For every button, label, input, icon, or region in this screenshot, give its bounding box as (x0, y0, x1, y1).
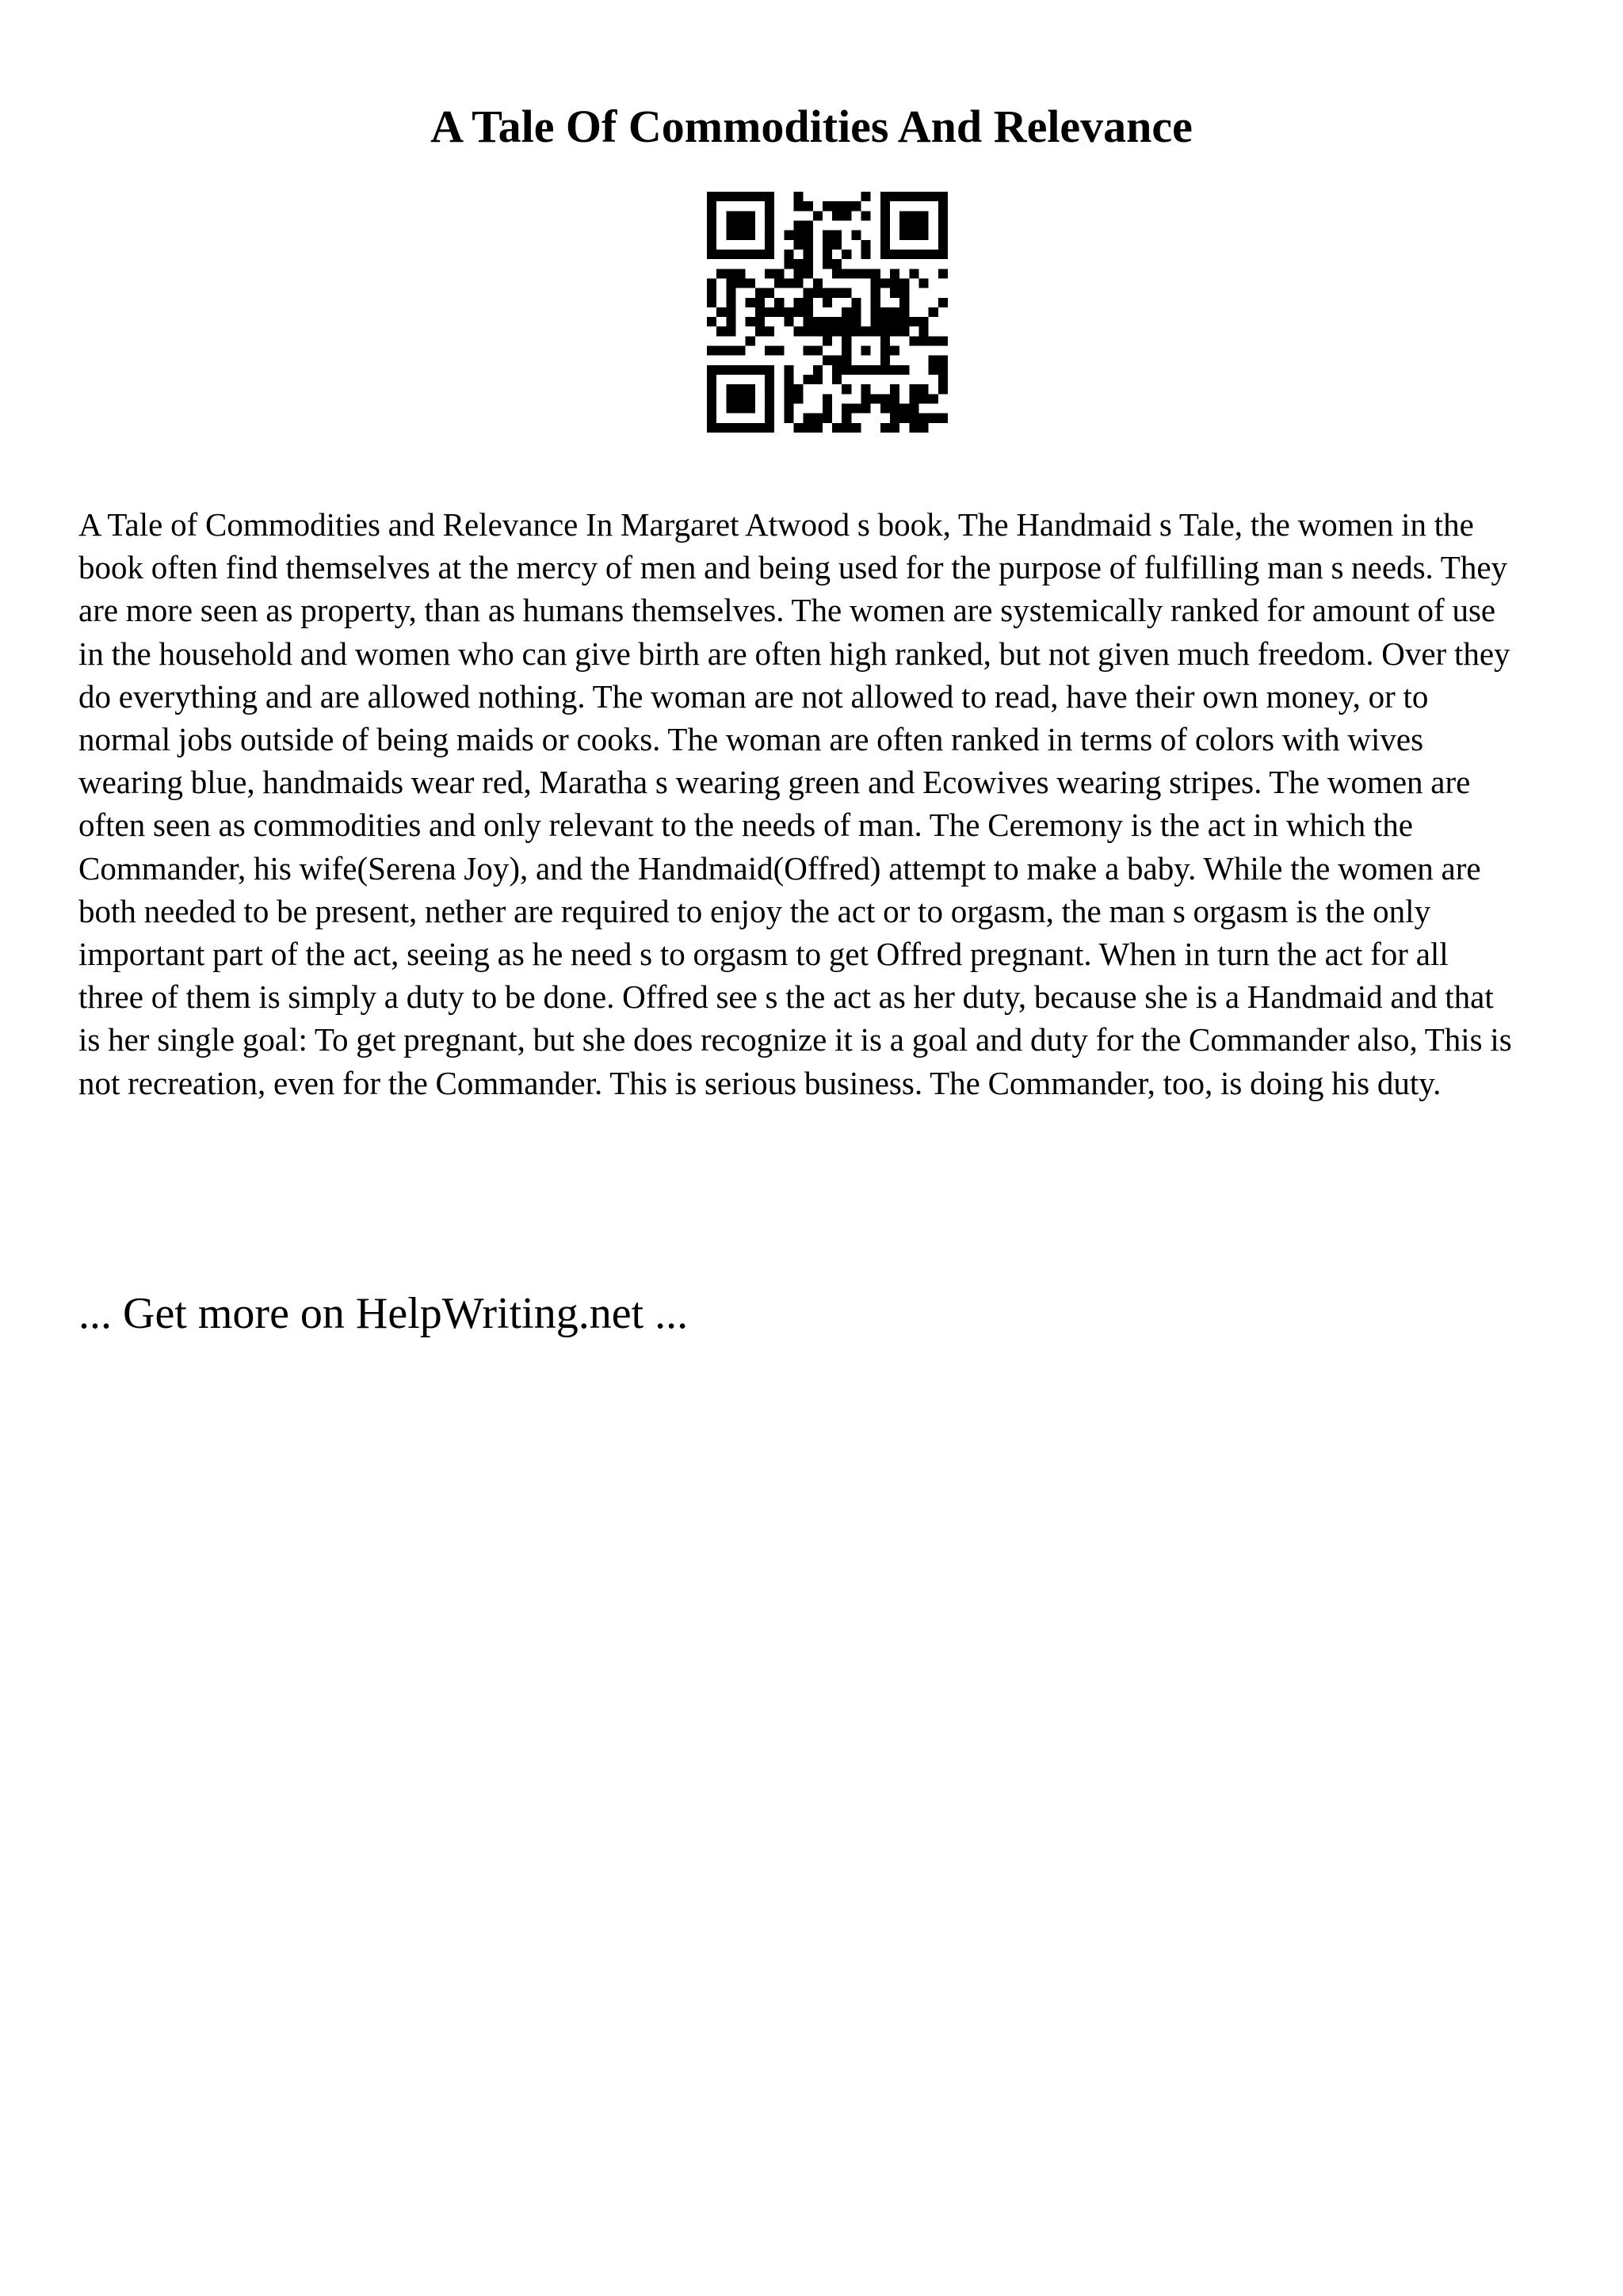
get-more-link[interactable]: ... Get more on HelpWriting.net ... (78, 1289, 689, 1338)
qr-code-icon (707, 192, 948, 433)
essay-body: A Tale of Commodities and Relevance In Margaret Atwood s book, The Handmaid s Tale, the women in the book often find themselves at the mercy of men and being used for the purpose of fulfilling man s needs. They are more seen as property, than as humans themselves. The women are systemically ranked for amount of use in the household and women who can give birth are often high ranked, but not given much freedom. Over they do everything and are allowed nothing. The woman are not allowed to read, have their own money, or to normal jobs outside of being maids or cooks. The woman are often ranked in terms of colors with wives wearing blue, handmaids wear red, Maratha s wearing green and Ecowives wearing stripes. The women are often seen as commodities and only relevant to the needs of man. The Ceremony is the act in which the Commander, his wife(Serena Joy), and the Handmaid(Offred) attempt to make a baby. While the women are both needed to be present, nether are required to enjoy the act or to orgasm, the man s orgasm is the only important part of the act, seeing as he need s to orgasm to get Offred pregnant. When in turn the act for all three of them is simply a duty to be done. Offred see s the act as her duty, because she is a Handmaid and that is her single goal: To get pregnant, but she does recognize it is a goal and duty for the Commander also, This is not recreation, even for the Commander. This is serious business. The Commander, too, is doing his duty. (78, 506, 1512, 1101)
document-title: A Tale Of Commodities And Relevance (430, 101, 1193, 152)
